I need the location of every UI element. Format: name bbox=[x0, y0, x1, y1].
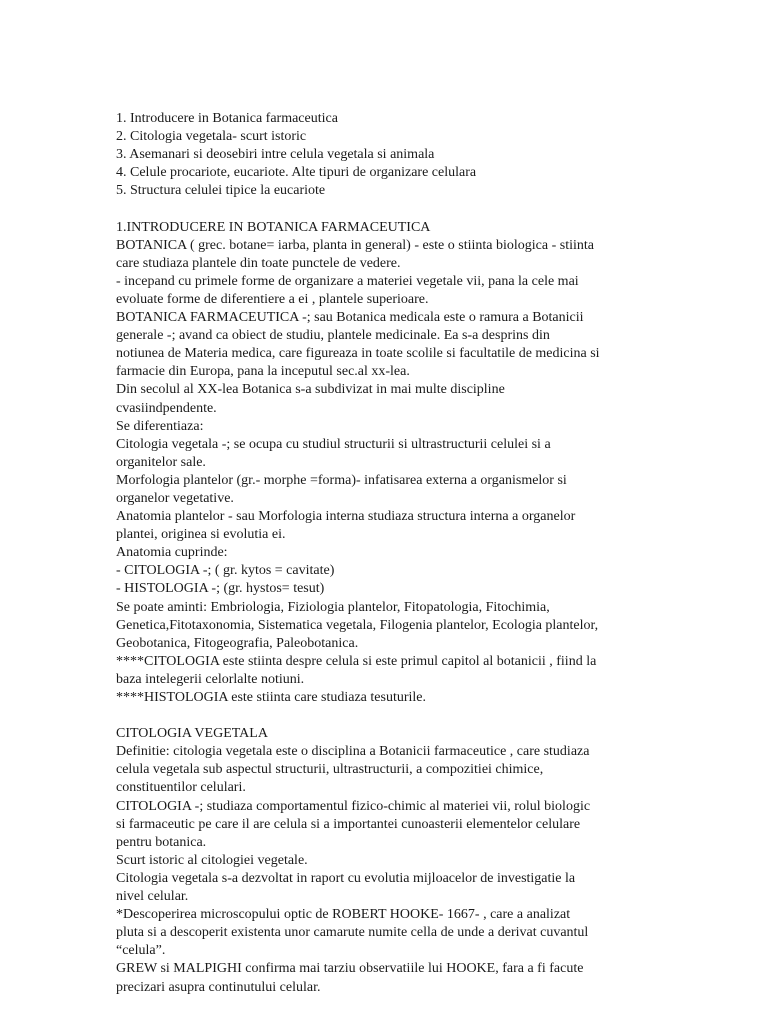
text-line: Din secolul al XX-lea Botanica s-a subdivizat in mai multe discipline bbox=[116, 382, 505, 398]
text-line: notiunea de Materia medica, care figureaza in toate scolile si facultatile de medicina si bbox=[116, 346, 600, 362]
text-line: Genetica,Fitotaxonomia, Sistematica vegetala, Filogenia plantelor, Ecologia plantelor, bbox=[116, 617, 599, 633]
text-line: BOTANICA ( grec. botane= iarba, planta in general) - este o stiinta biologica - stiinta bbox=[116, 237, 594, 253]
text-line: evoluate forme de diferentiere a ei , plantele superioare. bbox=[116, 291, 429, 307]
text-line: pentru botanica. bbox=[116, 834, 207, 850]
toc-item: 1. Introducere in Botanica farmaceutica bbox=[116, 111, 338, 126]
text-line: farmacie din Europa, pana la inceputul sec.al xx-lea. bbox=[116, 364, 410, 380]
text-line: plantei, originea si evolutia ei. bbox=[116, 527, 286, 543]
text-line: - HISTOLOGIA -; (gr. hystos= tesut) bbox=[116, 581, 325, 597]
text-line: care studiaza plantele din toate punctele de vedere. bbox=[116, 255, 401, 271]
text-line: pluta si a descoperit existenta unor camarute numite cella de unde a derivat cuvantul bbox=[116, 925, 589, 941]
text-line: cvasiindpendente. bbox=[116, 400, 217, 416]
text-line: ****HISTOLOGIA este stiinta care studiaza tesuturile. bbox=[116, 690, 426, 705]
text-line: Scurt istoric al citologiei vegetale. bbox=[116, 852, 308, 868]
text-line: Morfologia plantelor (gr.- morphe =forma)- infatisarea externa a organismelor si bbox=[116, 472, 567, 488]
text-line: Citologia vegetala s-a dezvoltat in raport cu evolutia mijloacelor de investigatie la bbox=[116, 870, 576, 886]
text-line: - incepand cu primele forme de organizare a materiei vegetale vii, pana la cele mai bbox=[116, 273, 579, 289]
text-line: generale -; avand ca obiect de studiu, plantele medicinale. Ea s-a desprins din bbox=[116, 328, 550, 344]
text-line: baza intelegerii celorlalte notiuni. bbox=[116, 671, 305, 687]
section-introducere bbox=[116, 219, 656, 708]
text-line: Anatomia plantelor - sau Morfologia interna studiaza structura interna a organelor bbox=[116, 509, 576, 525]
text-line: *Descoperirea microscopului optic de ROBERT HOOKE- 1667- , care a analizat bbox=[116, 907, 571, 923]
text-line: CITOLOGIA -; studiaza comportamentul fizico-chimic al materiei vii, rolul biologic bbox=[116, 798, 591, 814]
text-line: Definitie: citologia vegetala este o disciplina a Botanicii farmaceutice , care studiaza bbox=[116, 744, 590, 760]
text-line: organelor vegetative. bbox=[116, 490, 234, 506]
section-heading: CITOLOGIA VEGETALA bbox=[116, 726, 268, 742]
text-line: Citologia vegetala -; se ocupa cu studiul structurii si ultrastructurii celulei si a bbox=[116, 436, 551, 452]
text-line: - CITOLOGIA -; ( gr. kytos = cavitate) bbox=[116, 563, 335, 579]
toc-item: 2. Citologia vegetala- scurt istoric bbox=[116, 129, 307, 145]
text-line: celula vegetala sub aspectul structurii, ultrastructurii, a compozitiei chimice, bbox=[116, 762, 544, 778]
document-page bbox=[116, 110, 656, 997]
section-citologia-vegetala bbox=[116, 725, 656, 996]
blank-line bbox=[116, 200, 656, 218]
table-of-contents bbox=[116, 110, 656, 200]
blank-line bbox=[116, 707, 656, 725]
section-heading: 1.INTRODUCERE IN BOTANICA FARMACEUTICA bbox=[116, 219, 431, 235]
text-line: Geobotanica, Fitogeografia, Paleobotanica. bbox=[116, 635, 359, 651]
text-line: precizari asupra continutului celular. bbox=[116, 979, 321, 995]
text-line: nivel celular. bbox=[116, 889, 189, 905]
text-line: Anatomia cuprinde: bbox=[116, 545, 228, 561]
toc-item: 3. Asemanari si deosebiri intre celula vegetala si animala bbox=[116, 147, 435, 163]
text-line: si farmaceutic pe care il are celula si a importantei cunoasterii elementelor celulare bbox=[116, 816, 581, 832]
text-line: organitelor sale. bbox=[116, 454, 206, 470]
text-line: BOTANICA FARMACEUTICA -; sau Botanica medicala este o ramura a Botanicii bbox=[116, 310, 584, 326]
text-line: ****CITOLOGIA este stiinta despre celula si este primul capitol al botanicii , fiind la bbox=[116, 653, 597, 669]
toc-item: 4. Celule procariote, eucariote. Alte tipuri de organizare celulara bbox=[116, 165, 477, 181]
text-line: constituentilor celulari. bbox=[116, 780, 246, 796]
text-line: “celula”. bbox=[116, 943, 166, 959]
text-line: Se poate aminti: Embriologia, Fiziologia plantelor, Fitopatologia, Fitochimia, bbox=[116, 599, 550, 615]
text-line: GREW si MALPIGHI confirma mai tarziu observatiile lui HOOKE, fara a fi facute bbox=[116, 961, 584, 977]
toc-item: 5. Structura celulei tipice la eucariote bbox=[116, 183, 326, 199]
text-line: Se diferentiaza: bbox=[116, 418, 204, 434]
